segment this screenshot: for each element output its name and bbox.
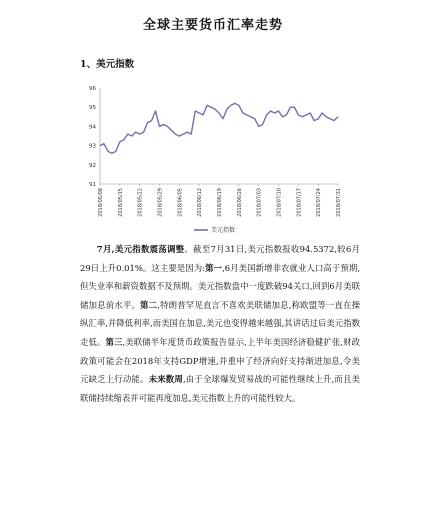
y-tick-label: 91: [89, 182, 96, 188]
x-tick-label: 2018/07/31: [336, 188, 342, 217]
x-tick-label: 2018/07/10: [276, 188, 283, 217]
paragraph-run: ,由于全球爆发贸易战的可能性继续上升,而且美联储持续缩表并可能再度加息,美元指数上升的可能性较大。: [80, 374, 361, 403]
paragraph-run: ,特朗普罕见直言不喜欢美联储加息,称欧盟等一直在操纵汇率,并降低利率,而美国在加息,美元也变得越来越强,其讲话过后美元指数走低。: [80, 299, 361, 347]
x-tick-label: 2018/06/12: [197, 188, 204, 217]
y-tick-label: 94: [89, 124, 96, 131]
paragraph-run: 。截至7月31日,美元指数报收94.5372,较6月29日上升0.01%。这主要是因为:: [80, 244, 360, 273]
y-tick-label: 93: [89, 143, 96, 150]
series-line: [100, 103, 338, 153]
x-tick-label: 2018/05/22: [137, 188, 144, 217]
page-title: 全球主要货币汇率走势: [142, 18, 283, 33]
x-tick-label: 2018/05/29: [157, 188, 164, 217]
paragraph-bold-run: 第三: [105, 336, 123, 347]
y-tick-label: 92: [89, 162, 96, 169]
x-tick-label: 2018/06/26: [236, 188, 243, 217]
y-tick-label: 95: [89, 105, 96, 112]
usd-index-chart: [82, 82, 344, 240]
x-tick-label: 2018/06/19: [217, 188, 223, 217]
paragraph-bold-run: 7月,美元指数震荡调整: [96, 244, 185, 254]
x-tick-label: 2018/07/24: [316, 188, 323, 217]
y-tick-label: 96: [89, 86, 96, 92]
x-tick-label: 2018/05/08: [98, 188, 104, 217]
x-tick-label: 2018/07/03: [256, 188, 263, 217]
paragraph-run: ,6月美国新增非农就业人口高于预期,但失业率和薪资数据不及预期。美元指数盘中一度跌破94关口,回到6月美联储加息前水平。: [80, 262, 360, 310]
x-tick-label: 2018/07/17: [296, 188, 303, 217]
x-tick-label: 2018/05/15: [117, 188, 124, 217]
paragraph-bold-run: 第二: [140, 299, 158, 310]
line-chart: [82, 82, 344, 240]
section-heading: 1、美元指数: [80, 59, 135, 70]
paragraph-bold-run: 未来数周: [148, 374, 183, 385]
x-tick-label: 2018/06/05: [177, 188, 184, 217]
legend-label: 美元指数: [211, 227, 236, 234]
paragraph-bold-run: 第一: [205, 262, 223, 273]
paragraph-run: ,美联储半年度货币政策报告显示,上半年美国经济稳健扩张,财政政策可能会在2018年支持GDP增速,并重申了经济向好支持渐进加息,令美元缺乏上行动能。: [80, 336, 361, 385]
analysis-paragraph: [80, 240, 360, 407]
